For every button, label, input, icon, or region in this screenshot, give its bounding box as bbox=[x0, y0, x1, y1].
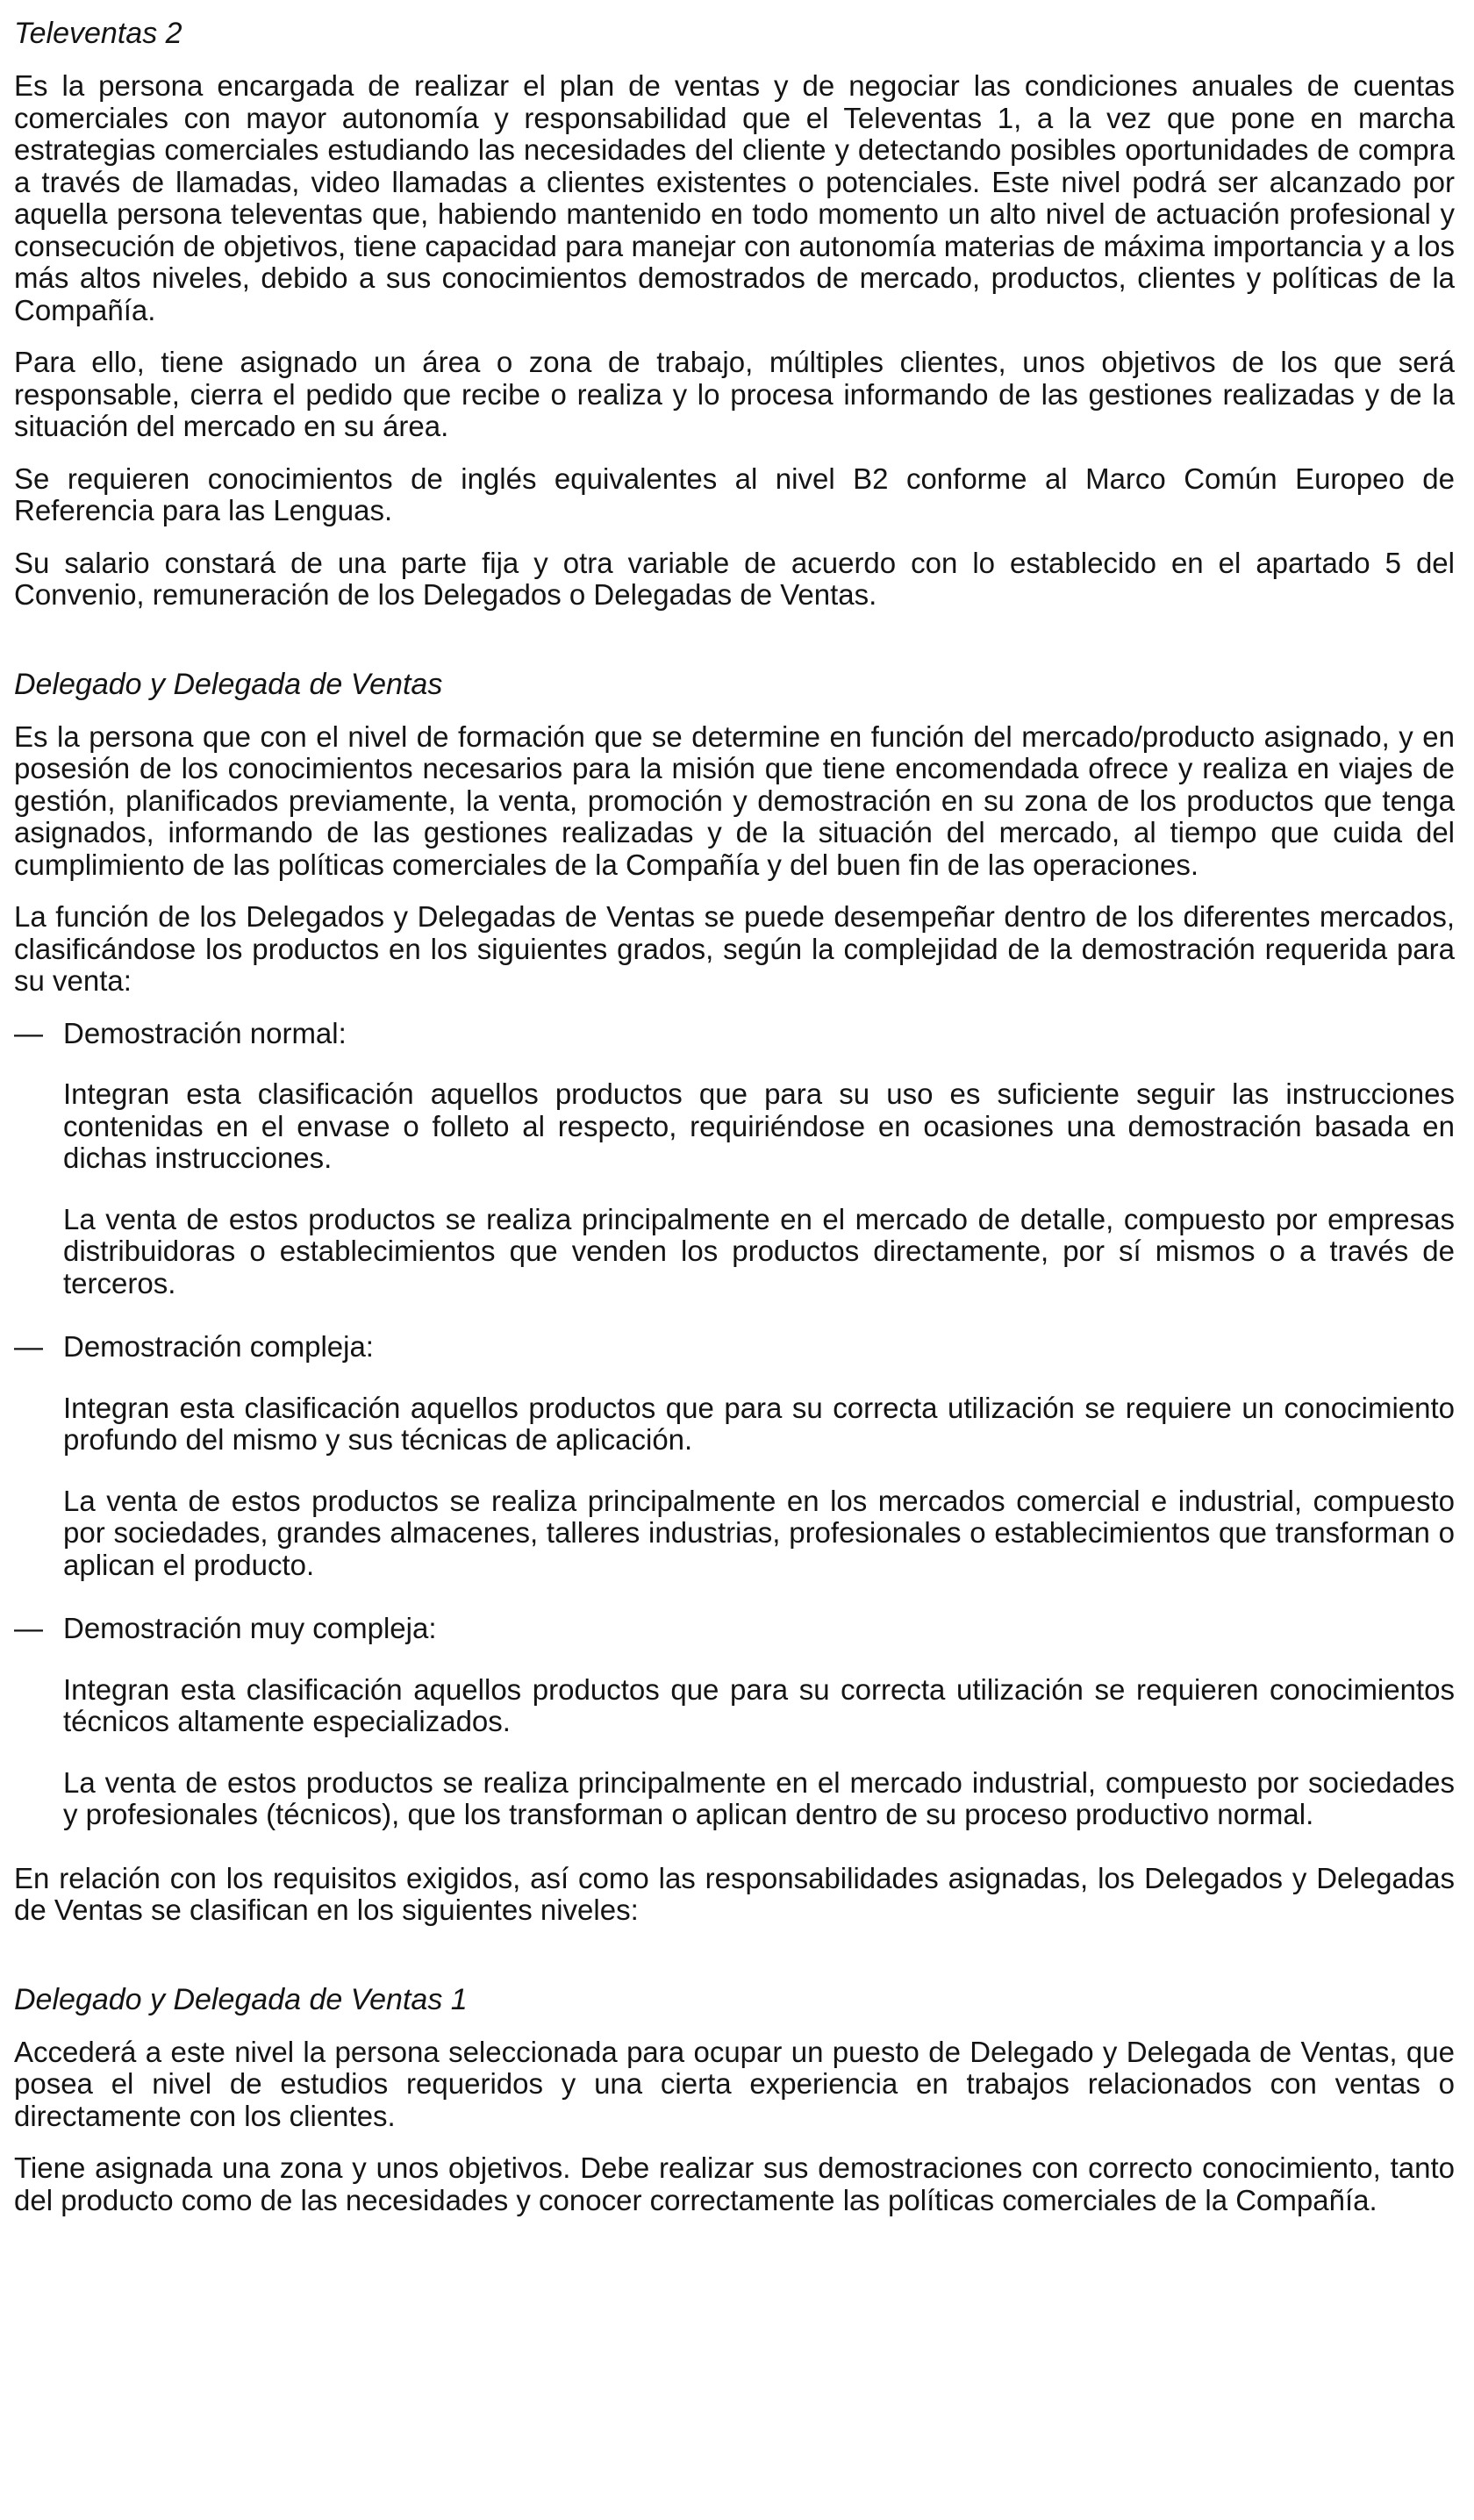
paragraph: Es la persona que con el nivel de formación que se determine en función del mercado/producto asignado, y en posesión de los conocimientos necesarios para la misión que tiene encomendada ofrece y realiza en viajes de gestión, planificados previamente, la venta, promoción y demostración en su zona de los productos que tenga asignados, informando de las gestiones realizadas y de la situación del mercado, al tiempo que cuida del cumplimiento de las políticas comerciales de la Compañía y del buen fin de las operaciones. bbox=[14, 719, 1455, 881]
list-item-text: La venta de estos productos se realiza principalmente en el mercado industrial, compuesto por sociedades y profesionales (técnicos), que los transforman o aplican dentro de su proceso productivo normal. bbox=[63, 1765, 1455, 1830]
paragraph: Es la persona encargada de realizar el plan de ventas y de negociar las condiciones anuales de cuentas comerciales con mayor autonomía y responsabilidad que el Televentas 1, a la vez que pone en marcha estrategias comerciales estudiando las necesidades del cliente y detectando posibles oportunidades de compra a través de llamadas, video llamadas a clientes existentes o potenciales. Este nivel podrá ser alcanzado por aquella persona televentas que, habiendo mantenido en todo momento un alto nivel de actuación profesional y consecución de objetivos, tiene capacidad para manejar con autonomía materias de máxima importancia y a los más altos niveles, debido a sus conocimientos demostrados de mercado, productos, clientes y políticas de la Compañía. bbox=[14, 69, 1455, 326]
list-item-demostracion-normal bbox=[14, 1018, 1455, 1050]
list-item-text: La venta de estos productos se realiza principalmente en el mercado de detalle, compuesto por empresas distribuidoras o establecimientos que venden los productos directamente, por sí mismos o a través de terceros. bbox=[63, 1202, 1455, 1299]
section-spacer bbox=[14, 632, 1455, 667]
list-item-demostracion-compleja bbox=[14, 1331, 1455, 1364]
dash-bullet: — bbox=[14, 1612, 43, 1644]
list-item-text: Integran esta clasificación aquellos productos que para su uso es suficiente seguir las instrucciones contenidas en el envase o folleto al respecto, requiriéndose en ocasiones una demostración basada en dichas instrucciones. bbox=[63, 1077, 1455, 1174]
section-delegado-ventas-1 bbox=[14, 1982, 1455, 2217]
list-item-demostracion-muy-compleja bbox=[14, 1613, 1455, 1645]
list-item-text: Integran esta clasificación aquellos productos que para su correcta utilización se requieren conocimientos técnicos altamente especializados. bbox=[63, 1672, 1455, 1737]
dash-bullet: — bbox=[14, 1330, 43, 1363]
section-heading: Televentas 2 bbox=[14, 17, 182, 50]
paragraph: Accederá a este nivel la persona seleccionada para ocupar un puesto de Delegado y Delegada de Ventas, que posea el nivel de estudios requeridos y una cierta experiencia en trabajos relacionados con ventas o directamente con los clientes. bbox=[14, 2035, 1455, 2132]
section-heading: Delegado y Delegada de Ventas bbox=[14, 667, 443, 701]
list-item-label: Demostración muy compleja: bbox=[63, 1612, 437, 1644]
list-item-label: Demostración compleja: bbox=[63, 1330, 374, 1363]
paragraph: Tiene asignada una zona y unos objetivos. Debe realizar sus demostraciones con correcto conocimiento, tanto del producto como de las necesidades y conocer correctamente las políticas comerciales de la Compañía. bbox=[14, 2151, 1455, 2216]
paragraph: Se requieren conocimientos de inglés equivalentes al nivel B2 conforme al Marco Común Europeo de Referencia para las Lenguas. bbox=[14, 462, 1455, 526]
paragraph: La función de los Delegados y Delegadas de Ventas se puede desempeñar dentro de los diferentes mercados, clasificándose los productos en los siguientes grados, según la complejidad de la demostración requerida para su venta: bbox=[14, 900, 1455, 997]
paragraph: Para ello, tiene asignado un área o zona de trabajo, múltiples clientes, unos objetivos de los que será responsable, cierra el pedido que recibe o realiza y lo procesa informando de las gestiones realizadas y de la situación del mercado en su área. bbox=[14, 346, 1455, 442]
section-delegado-ventas bbox=[14, 667, 1455, 1927]
paragraph: Su salario constará de una parte fija y otra variable de acuerdo con lo establecido en el apartado 5 del Convenio, remuneración de los Delegados o Delegadas de Ventas. bbox=[14, 546, 1455, 611]
section-spacer bbox=[14, 1947, 1455, 1982]
section-televentas-2 bbox=[14, 16, 1455, 612]
list-item-label: Demostración normal: bbox=[63, 1016, 347, 1049]
section-heading: Delegado y Delegada de Ventas 1 bbox=[14, 1982, 468, 2016]
dash-bullet: — bbox=[14, 1016, 43, 1049]
list-item-text: La venta de estos productos se realiza principalmente en los mercados comercial e industrial, compuesto por sociedades, grandes almacenes, talleres industrias, profesionales o establecimientos que transforman o aplican el producto. bbox=[63, 1484, 1455, 1581]
list-item-text: Integran esta clasificación aquellos productos que para su correcta utilización se requiere un conocimiento profundo del mismo y sus técnicas de aplicación. bbox=[63, 1391, 1455, 1456]
paragraph: En relación con los requisitos exigidos, así como las responsabilidades asignadas, los Delegados y Delegadas de Ventas se clasifican en los siguientes niveles: bbox=[14, 1861, 1455, 1926]
